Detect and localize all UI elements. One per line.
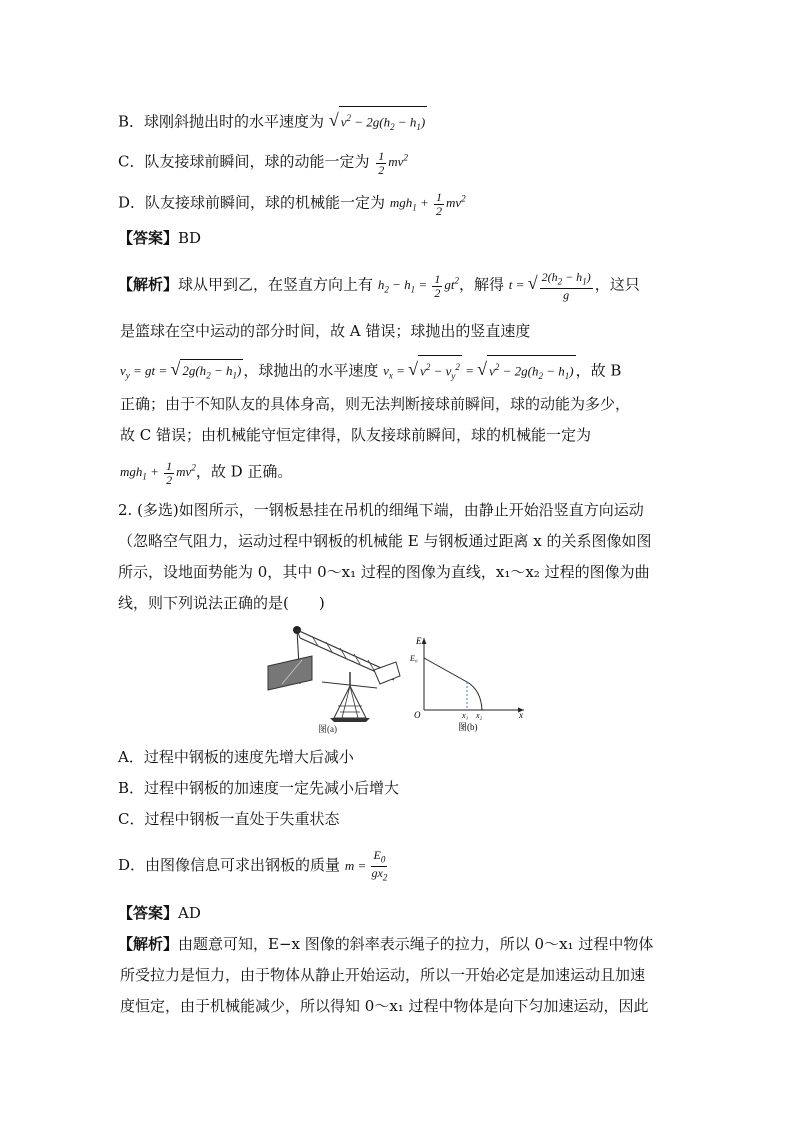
curve-segment <box>467 682 482 710</box>
label-o: O <box>414 710 421 720</box>
q2-option-a: A．过程中钢板的速度先增大后减小 <box>118 748 354 766</box>
formula-sqrt-v2-2g: √ $v^2 - 2g(h_2 - h_1)$ <box>329 114 427 129</box>
q2-option-c: C．过程中钢板一直处于失重状态 <box>118 810 340 828</box>
q1-option-c: C．队友接球前瞬间，球的动能一定为 $\frac{1}{2}$ $mv^2$ <box>118 148 408 177</box>
q1-analysis-line6: mgh$_1$ + $\frac{1}{2}$ $mv^2$，故 D 正确。 <box>120 458 293 487</box>
figure-b-graph <box>408 634 532 734</box>
formula-vx: $v_x$ = √ $v^2 - v_y^2$ = √ $v^2 - 2g(h_2 - h_1)$ <box>383 363 575 378</box>
line-segment <box>424 658 467 682</box>
q2-option-d: D．由图像信息可求出钢板的质量 m = $\frac{E_0}{gx_2}$ <box>118 849 389 885</box>
q2-analysis-line3: 度恒定，由于机械能减少，所以得知 0～x₁ 过程中物体是向下匀加速运动，因此 <box>120 997 649 1015</box>
q2-option-b: B．过程中钢板的加速度一定先减小后增大 <box>118 779 400 797</box>
figure-a-crane <box>262 622 402 734</box>
formula-vy: $v_y$ = gt = √ $2g(h_2 - h_1)$ <box>120 363 243 378</box>
formula-h2-h1: $h_2 - h_1$ = $\frac{1}{2}$ $gt^2$ <box>377 271 459 300</box>
formula-half-mv2: $\frac{1}{2}$ $mv^2$ <box>378 148 408 177</box>
q1-analysis-line3: $v_y$ = gt = √ $2g(h_2 - h_1)$ ，球抛出的水平速度 $v_x$ = √ $v^2 - v_y^2$ = √ $v^2 - 2g(h_2 - h_1)$ ，故 B <box>120 355 621 387</box>
label-e0: E₀ <box>410 654 418 663</box>
formula-mgh1-half-mv2: mgh$_1$ + $\frac{1}{2}$ $mv^2$ <box>389 189 466 218</box>
figure-b-caption: 图(b) <box>458 722 478 732</box>
formula-mgh1-half-mv2-b: mgh$_1$ + $\frac{1}{2}$ $mv^2$ <box>120 458 196 487</box>
q2-stem-line2: （忽略空气阻力，运动过程中钢板的机械能 E 与钢板通过距离 x 的关系图像如图 <box>118 532 652 550</box>
figure-a-caption: 图(a) <box>318 724 337 734</box>
q2-stem-line4: 线，则下列说法正确的是( ) <box>118 594 325 612</box>
q2-analysis-line2: 所受拉力是恒力，由于物体从静止开始运动，所以一开始必定是加速运动且加速 <box>120 966 646 984</box>
q1-analysis-line4: 正确；由于不知队友的具体身高，则无法判断接球前瞬间，球的动能为多少， <box>120 395 631 413</box>
q2-stem-line1: 2. (多选)如图所示，一钢板悬挂在吊机的细绳下端，由静止开始沿竖直方向运动 <box>118 501 644 519</box>
steel-plate <box>268 656 312 690</box>
q1-analysis-line5: 故 C 错误；由机械能守恒定律得，队友接球前瞬间，球的机械能一定为 <box>120 426 592 444</box>
label-e: E <box>416 636 422 646</box>
q1-option-b: B．球刚斜抛出时的水平速度为 √ $v^2 - 2g(h_2 - h_1)$ <box>118 106 427 138</box>
formula-t: t = √ $\frac{2(h_2 - h_1)}{g}$ <box>508 269 591 303</box>
q2-stem-line3: 所示，设地面势能为 0，其中 0～x₁ 过程的图像为直线，x₁～x₂ 过程的图像为曲 <box>118 563 650 581</box>
q2-answer: 【答案】AD <box>118 904 201 922</box>
label-x: x <box>519 710 523 720</box>
q2-analysis-line1: 【解析】由题意可知，E−x 图像的斜率表示绳子的拉力，所以 0～x₁ 过程中物体 <box>118 935 654 953</box>
formula-m: m = $\frac{E_0}{gx_2}$ <box>344 848 388 883</box>
label-x2: x₂ <box>476 711 483 720</box>
q1-answer: 【答案】BD <box>118 229 202 247</box>
q1-analysis-line1: 【解析】球从甲到乙，在竖直方向上有 $h_2 - h_1$ = $\frac{1}{2}$ $gt^2$，解得 t = √ $\frac{2(h_2 - h_1)}{g}$ ，这只 <box>118 269 640 303</box>
q1-analysis-line2: 是篮球在空中运动的部分时间，故 A 错误；球抛出的竖直速度 <box>120 322 531 340</box>
label-x1: x₁ <box>462 711 469 720</box>
q1-option-d: D．队友接球前瞬间，球的机械能一定为 mgh$_1$ + $\frac{1}{2}$ $mv^2$ <box>118 189 466 218</box>
